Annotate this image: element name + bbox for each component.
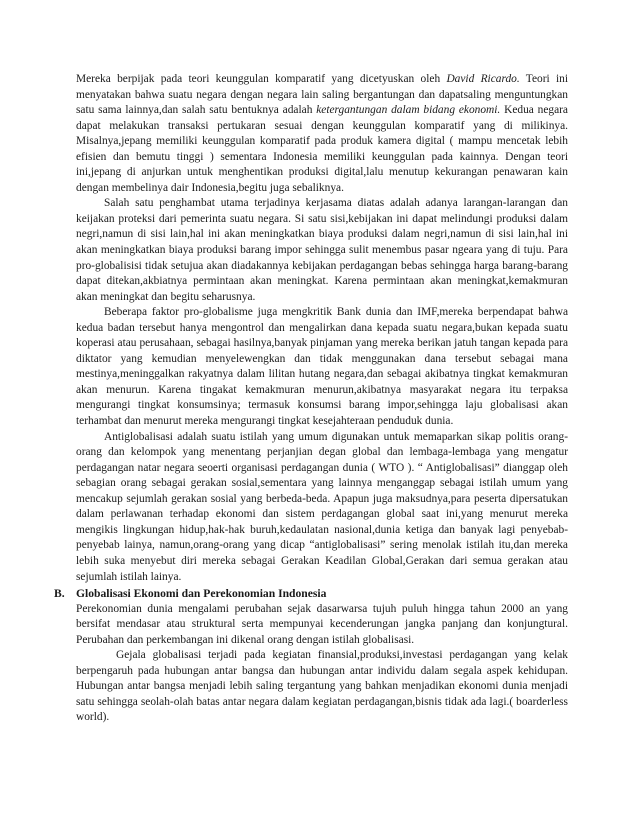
section-title: Globalisasi Ekonomi dan Perekonomian Indonesia [76,587,327,601]
section-letter: B. [54,587,65,601]
paragraph-protection-policy: Salah satu penghambat utama terjadinya kerjasama diatas adalah adanya larangan-larangan dan keijakan proteksi dari pemerinta suatu negara. Si satu sisi,kebijakan ini dapat melindungi produksi dalam negri,namun di sisi lain,hal ini akan meningkatkan biaya produksi dalam negri,namun di sisi lain,hal ini akan meningkatkan biaya produksi barang impor sehingga sulit menembus pasar ngeara yang di tuju. Para pro-globalisisi tidak setujua akan diadakannya kebijakan perdagangan bebas sehingga harga barang-barang dapat ditekan,akbiatnya permintaan akan meningkat. Karena permintaan akan meningkat,kemakmuran akan meningkat dan begitu seharusnya. [76,197,568,303]
paragraph-world-bank-critique: Beberapa faktor pro-globalisme juga mengkritik Bank dunia dan IMF,mereka berpendapat bahwa kedua badan tersebut hanya mengontrol dan mengalirkan dana kepada suatu negara,bukan kepada suatu koperasi atau perusahaan, sebagai hasilnya,banyak pinjaman yang mereka berikan jatuh tangan kepada para diktator yang kemudian menyelewengkan dan tidak menggunakan dana tersebut sebagai mana mestinya,meninggalkan rakyatnya dalam lilitan hutang negara,dan sebagai akibatnya tingkat kemakmuran akan menurun. Karena tingakat kemakmuran menurun,akibatnya masyarakat negara itu terpaksa mengurangi tingkat konsumsinya; termasuk konsumsi barang impor,sehingga laju globalisasi akan terhambat dan menurut mereka mengurangi tingkat kesejahteraan penduduk dunia. [76,306,568,428]
emphasis-run: ketergantungan dalam bidang ekonomi. [316,104,501,117]
paragraph-ricardo-theory [76,72,568,196]
emphasis-run: David Ricardo. [446,73,520,85]
paragraph-globalisation-symptoms: Gejala globalisasi terjadi pada kegiatan finansial,produksi,investasi perdagangan yang kelak berpengaruh pada hubungan antar bangsa dan hubungan antar individu dalam segala aspek kehidupan. Hubungan antar bangsa menjadi lebih saling tergantung yang bahkan menjadikan ekonomi dunia menjadi satu sehingga seolah-olah batas antar negara dalam kegiatan perdagangan,bisnis tidak ada lagi.( boarderless world). [76,649,568,724]
text-run: Mereka berpijak pada teori keunggulan komparatif yang dicetyuskan oleh [76,73,447,85]
text-run: Kedua negara dapat melakukan transaksi pertukaran sesuai dengan keunggulan komparatif yang di milikinya. Misalnya,jepang memiliki keunggulan komparatif pada produk kamera digital ( mampu mencetak lebih efisien dan bemutu tinggi ) sementara Indonesia memiliki keunggulan pada kainnya. Dengan teori ini,jepang di anjurkan untuk menghentikan produksi digital,lalu menutup kekurangan penawaran kain dengan membelinya dair Indonesia,begitu juga sebaliknya. [76,104,568,194]
paragraph-antiglobalisation: Antiglobalisasi adalah suatu istilah yang umum digunakan untuk memaparkan sikap politis orang-orang dan kelompok yang menentang perjanjian degan global dan lembaga-lembaga yang mengatur perdagangan natar negara seoerti organisasi perdagangan dunia ( WTO ). “ Antiglobalisasi” dianggap oleh sebagian orang sebagai gerakan sosial,sementara yang lainnya menganggap sebagai istilah umum yang mencakup sejumlah gerakan sosial yang berbeda-beda. Apapun juga maksudnya,para peserta dipersatukan dalam perlawanan terhadap ekonomi dan sistem perdagangan global saat ini,yang menurut mereka mengikis lingkungan hidup,hak-hak buruh,kedaulatan nasional,dunia ketiga dan banyak lagi penyebab-penyebab lainya, namun,orang-orang yang dicap “antiglobalisasi” sering menolak istilah itu,dan mereka lebih suka menyebut diri mereka sebagai Gerakan Keadilan Global,Gerakan dari semua gerakan atau sejumlah istilah lainya. [76,430,568,583]
paragraph-world-economy: Perekonomian dunia mengalami perubahan sejak dasarwarsa tujuh puluh hingga tahun 2000 an yang bersifat mendasar atau struktural serta mempunyai kecenderungan jangka panjang dan konjungtural. Perubahan dan perkembangan ini dikenal orang dengan istilah globalisasi. [76,602,568,646]
text-run: Teori ini menyatakan bahwa suatu negara dengan negara lain saling bergantungan dan dapatsaling menguntungkan satu sama lainnya,dan salah satu bentuknya adalah [76,73,569,117]
section-heading-b [54,586,568,602]
